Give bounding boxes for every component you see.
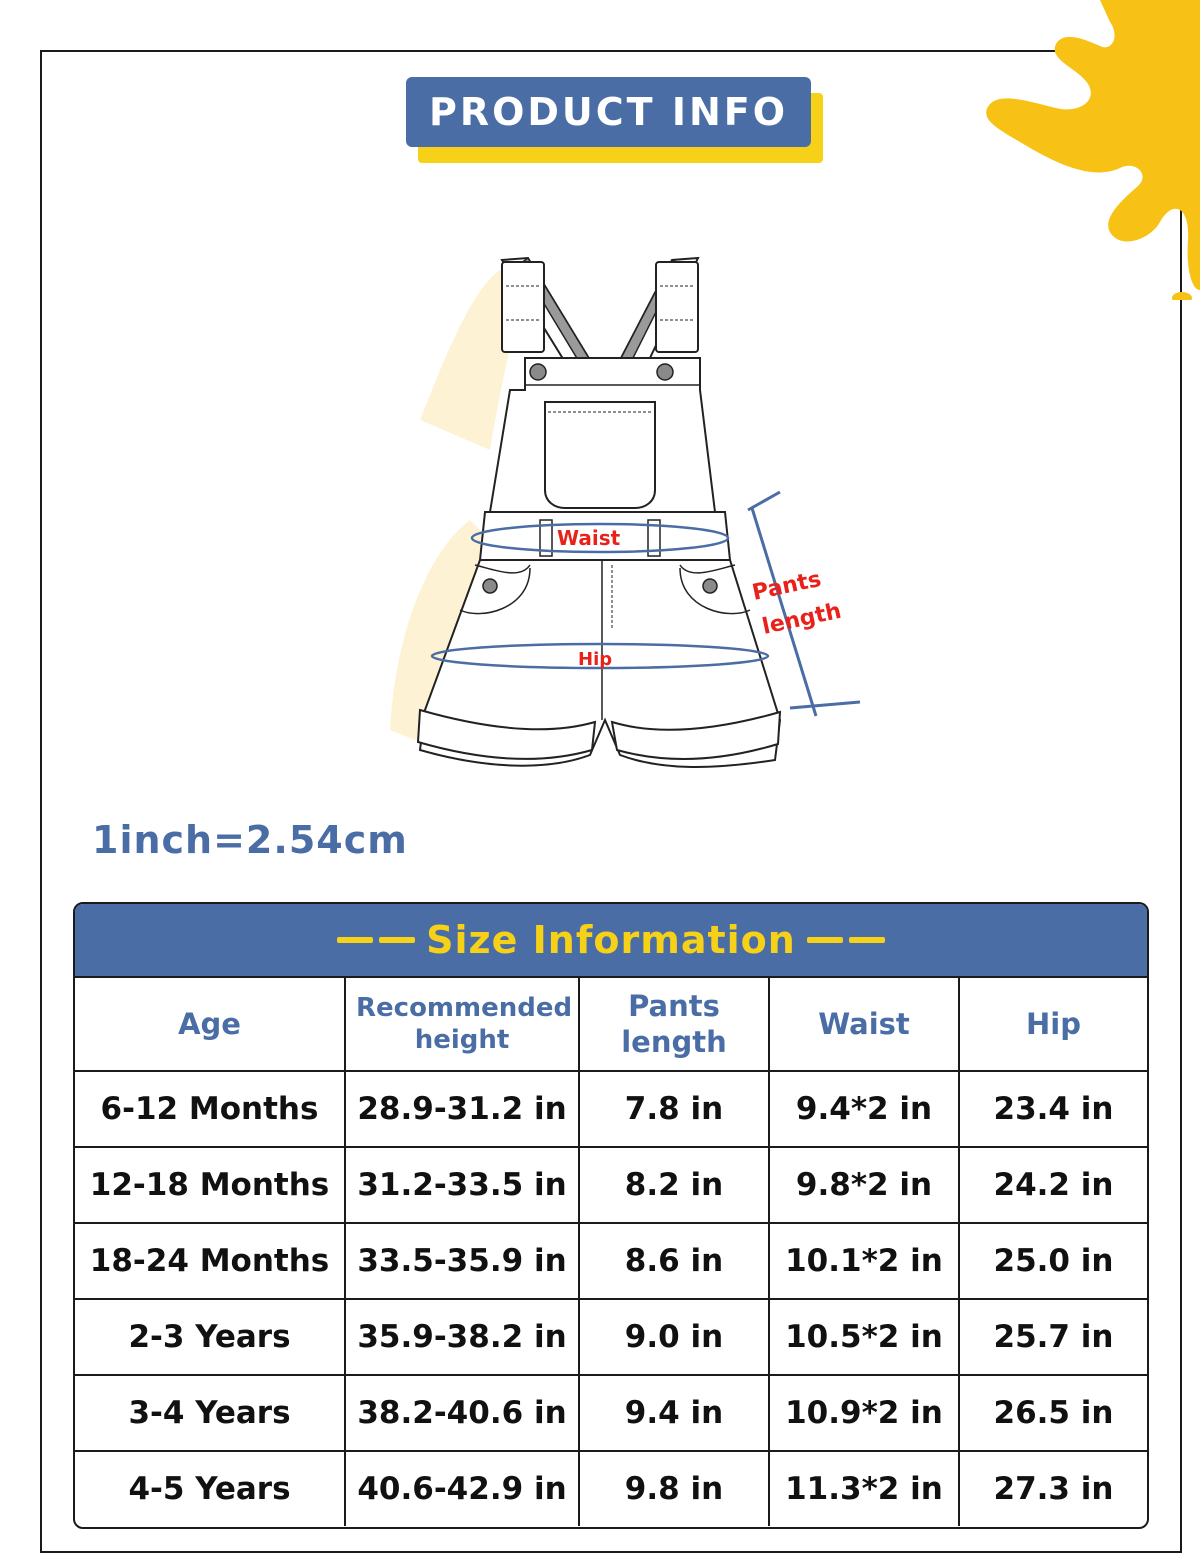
cell-age: 6-12 Months [75,1071,345,1147]
cell-pants-length: 9.8 in [579,1451,769,1526]
pants-length-label-line2: length [760,598,844,640]
column-header-pants-length: Pants length [579,978,769,1071]
cell-age: 2-3 Years [75,1299,345,1375]
cell-hip: 25.0 in [959,1223,1147,1299]
banner-dash [849,937,885,943]
cell-recommended-height: 38.2-40.6 in [345,1375,579,1451]
cell-age: 3-4 Years [75,1375,345,1451]
cell-waist: 9.4*2 in [769,1071,959,1147]
cell-hip: 23.4 in [959,1071,1147,1147]
table-header-row [75,978,1147,1071]
right-pocket-rivet [703,579,717,593]
paint-splash-decoration [960,0,1200,300]
right-strap [620,258,698,362]
cell-recommended-height: 33.5-35.9 in [345,1223,579,1299]
cell-recommended-height: 31.2-33.5 in [345,1147,579,1223]
cell-age: 4-5 Years [75,1451,345,1526]
cell-pants-length: 7.8 in [579,1071,769,1147]
left-pocket-rivet [483,579,497,593]
cell-pants-length: 8.6 in [579,1223,769,1299]
size-table-banner [75,904,1147,978]
cell-pants-length: 8.2 in [579,1147,769,1223]
cell-recommended-height: 35.9-38.2 in [345,1299,579,1375]
cell-age: 12-18 Months [75,1147,345,1223]
cell-waist: 10.1*2 in [769,1223,959,1299]
column-header-recommended-height: Recommended height [345,978,579,1071]
table-row [75,1451,1147,1526]
cell-age: 18-24 Months [75,1223,345,1299]
column-header-hip: Hip [959,978,1147,1071]
table-row [75,1147,1147,1223]
cell-hip: 24.2 in [959,1147,1147,1223]
column-header-age: Age [75,978,345,1071]
table-row [75,1071,1147,1147]
cell-pants-length: 9.0 in [579,1299,769,1375]
size-information-table [73,902,1149,1529]
right-bib-button [657,364,673,380]
bib-pocket [545,402,655,508]
unit-conversion-note: 1inch=2.54cm [92,818,408,862]
cell-hip: 25.7 in [959,1299,1147,1375]
size-table-body [75,1071,1147,1526]
cell-recommended-height: 28.9-31.2 in [345,1071,579,1147]
size-table-grid [75,978,1147,1526]
banner-dash [337,937,373,943]
left-bib-button [530,364,546,380]
heading-label: PRODUCT INFO [406,77,811,147]
table-row [75,1223,1147,1299]
cell-waist: 10.5*2 in [769,1299,959,1375]
size-table-title: Size Information [426,918,796,962]
table-row [75,1299,1147,1375]
table-row [75,1375,1147,1451]
banner-dash [807,937,843,943]
pants-length-label-line1: Pants [750,566,824,606]
cell-waist: 9.8*2 in [769,1147,959,1223]
cell-hip: 26.5 in [959,1375,1147,1451]
cell-hip: 27.3 in [959,1451,1147,1526]
product-info-heading [406,77,826,167]
cell-pants-length: 9.4 in [579,1375,769,1451]
hip-label: Hip [578,649,613,670]
cell-waist: 10.9*2 in [769,1375,959,1451]
cell-waist: 11.3*2 in [769,1451,959,1526]
column-header-waist: Waist [769,978,959,1071]
overall-shorts-diagram [380,250,880,790]
banner-dash [379,937,415,943]
left-strap [502,258,590,362]
cell-recommended-height: 40.6-42.9 in [345,1451,579,1526]
waist-label: Waist [557,526,621,550]
